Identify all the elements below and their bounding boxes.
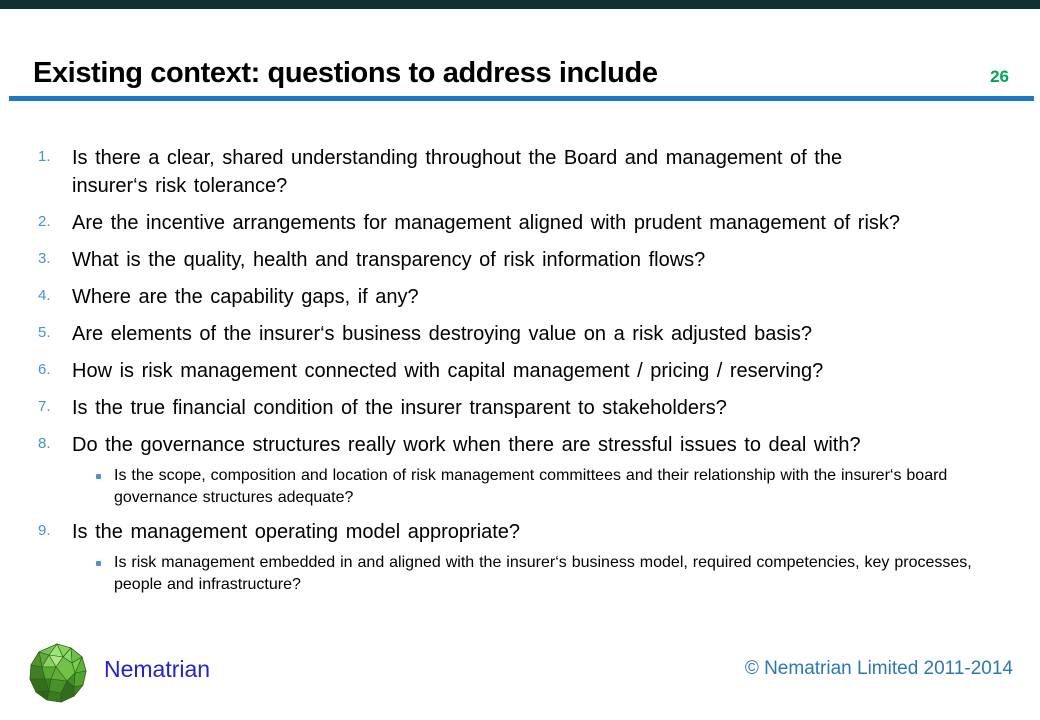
- question-text: Is the management operating model appropriate?: [72, 521, 521, 543]
- list-item: [30, 246, 1006, 274]
- question-text: Are elements of the insurer‘s business destroying value on a risk adjusted basis?: [72, 323, 812, 345]
- question-text: Is there a clear, shared understanding throughout the Board and management of the insurer‘s risk tolerance?: [72, 147, 843, 197]
- list-item: [30, 283, 1006, 311]
- list-item: [30, 357, 1006, 385]
- list-item: [30, 431, 1006, 509]
- question-text: Is the true financial condition of the insurer transparent to stakeholders?: [72, 397, 727, 419]
- item-number: 2.: [38, 213, 51, 230]
- list-item: [30, 518, 1006, 596]
- list-item: [30, 394, 1006, 422]
- sub-bullet: [96, 552, 1006, 596]
- title-divider: [9, 96, 1034, 101]
- question-text: Where are the capability gaps, if any?: [72, 286, 419, 308]
- item-number: 9.: [38, 522, 51, 539]
- page-number: 26: [990, 67, 1009, 86]
- item-number: 5.: [38, 324, 51, 341]
- item-number: 6.: [38, 361, 51, 378]
- bullet-dot-icon: [96, 561, 101, 566]
- item-number: 4.: [38, 287, 51, 304]
- item-number: 3.: [38, 250, 51, 267]
- sub-bullet-text: Is risk management embedded in and aligned with the insurer‘s business model, required competencies, key processes, people and infrastructure?: [114, 554, 972, 593]
- item-number: 7.: [38, 398, 51, 415]
- question-list: [30, 144, 1006, 605]
- bullet-dot-icon: [96, 474, 101, 479]
- sub-bullet-text: Is the scope, composition and location of risk management committees and their relationship with the insurer‘s board governance structures adequate?: [114, 467, 948, 506]
- brand-name: Nematrian: [104, 656, 211, 682]
- list-item: [30, 144, 1006, 200]
- page-title: Existing context: questions to address include: [33, 57, 658, 89]
- sub-bullet: [96, 465, 1006, 509]
- list-item: [30, 209, 1006, 237]
- list-item: [30, 320, 1006, 348]
- question-text: Are the incentive arrangements for management aligned with prudent management of risk?: [72, 212, 901, 234]
- question-text: Do the governance structures really work when there are stressful issues to deal with?: [72, 434, 861, 456]
- item-number: 1.: [38, 148, 51, 165]
- nematrian-polyhedron-logo-icon: [27, 642, 87, 704]
- item-number: 8.: [38, 435, 51, 452]
- question-text: How is risk management connected with capital management / pricing / reserving?: [72, 360, 824, 382]
- question-text: What is the quality, health and transparency of risk information flows?: [72, 249, 706, 271]
- copyright-text: © Nematrian Limited 2011-2014: [744, 658, 1013, 679]
- top-bar: [0, 0, 1040, 9]
